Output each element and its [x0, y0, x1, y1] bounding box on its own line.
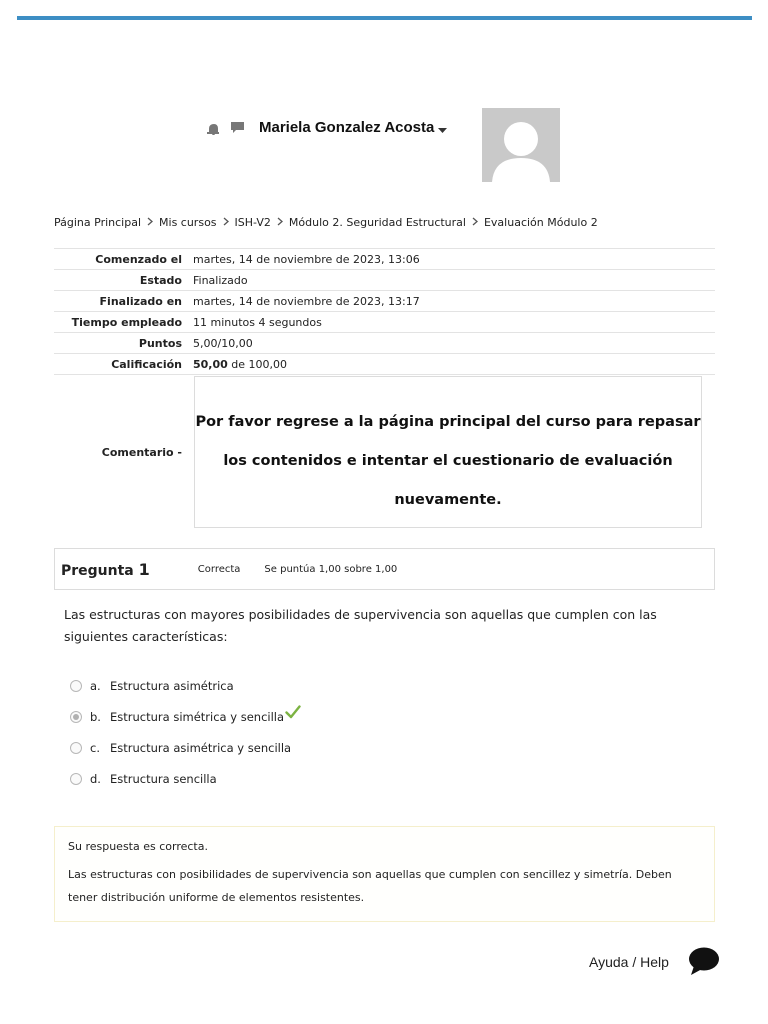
- chevron-right-icon: [277, 216, 283, 229]
- answer-letter: a.: [90, 678, 101, 693]
- summary-label: Comenzado el: [54, 249, 193, 270]
- general-feedback: Las estructuras con posibilidades de supervivencia son aquellas que cumplen con sencillez y simetría. Deben tener distribución uniforme de elementos resistentes.: [68, 868, 672, 904]
- overall-feedback-text: Por favor regrese a la página principal del curso para repasar los contenidos e intentar el cuestionario de evaluación nuevamente.: [195, 414, 701, 508]
- summary-label: Estado: [54, 270, 193, 291]
- summary-value: Finalizado: [193, 270, 715, 291]
- overall-feedback-box: [194, 376, 702, 528]
- grade-max: de 100,00: [231, 357, 288, 371]
- chevron-right-icon: [223, 216, 229, 229]
- answer-letter: b.: [90, 709, 101, 724]
- summary-label: Calificación: [54, 354, 193, 375]
- specific-feedback: Su respuesta es correcta.: [68, 840, 208, 853]
- radio-button-selected[interactable]: [70, 711, 82, 723]
- chevron-right-icon: [147, 216, 153, 229]
- chat-bubble-icon[interactable]: [688, 946, 720, 980]
- answer-text: Estructura sencilla: [110, 771, 217, 786]
- question-number: [61, 560, 150, 579]
- radio-button[interactable]: [70, 742, 82, 754]
- answer-text: Estructura asimétrica y sencilla: [110, 740, 292, 755]
- chevron-right-icon: [472, 216, 478, 229]
- breadcrumb: [54, 216, 598, 229]
- breadcrumb-my-courses[interactable]: Mis cursos: [159, 216, 217, 229]
- breadcrumb-quiz[interactable]: Evaluación Módulo 2: [483, 216, 598, 229]
- grade-value: 50,00: [193, 357, 228, 371]
- summary-row-started: [54, 249, 715, 270]
- summary-row-time: [54, 312, 715, 333]
- checkmark-icon: [285, 705, 301, 722]
- breadcrumb-module[interactable]: Módulo 2. Seguridad Estructural: [288, 216, 466, 229]
- summary-value: 5,00/10,00: [193, 333, 715, 354]
- question-feedback-box: [54, 826, 715, 922]
- help-link[interactable]: Ayuda / Help: [589, 954, 669, 970]
- answer-text: Estructura asimétrica: [110, 678, 234, 693]
- question-grade: Se puntúa 1,00 sobre 1,00: [264, 563, 398, 575]
- summary-value: martes, 14 de noviembre de 2023, 13:06: [193, 249, 715, 270]
- summary-label: Puntos: [54, 333, 193, 354]
- question-text: Las estructuras con mayores posibilidades de supervivencia son aquellas que cumplen con las siguientes características:: [64, 607, 657, 644]
- comment-label: Comentario -: [101, 446, 182, 459]
- summary-value: [193, 354, 715, 375]
- top-accent-bar: [17, 16, 752, 20]
- question-info-bar: [54, 548, 715, 590]
- answer-list: [70, 670, 301, 794]
- summary-value: 11 minutos 4 segundos: [193, 312, 715, 333]
- summary-value: martes, 14 de noviembre de 2023, 13:17: [193, 291, 715, 312]
- breadcrumb-home[interactable]: Página Principal: [54, 216, 142, 229]
- summary-row-points: [54, 333, 715, 354]
- radio-button[interactable]: [70, 680, 82, 692]
- summary-label: Finalizado en: [54, 291, 193, 312]
- summary-label: Tiempo empleado: [54, 312, 193, 333]
- answer-option-b: [70, 701, 301, 732]
- speech-bubble-icon[interactable]: [230, 119, 245, 138]
- question-state: Correcta: [197, 563, 241, 575]
- answer-letter: d.: [90, 771, 101, 786]
- answer-text: Estructura simétrica y sencilla: [110, 709, 285, 724]
- summary-row-state: [54, 270, 715, 291]
- answer-letter: c.: [90, 740, 100, 755]
- answer-option-d: [70, 763, 301, 794]
- user-menu-bar: [206, 112, 447, 142]
- attempt-summary-table: [54, 248, 715, 375]
- user-name[interactable]: Mariela Gonzalez Acosta: [259, 118, 435, 136]
- question-number-value: 1: [138, 559, 150, 579]
- summary-row-finished: [54, 291, 715, 312]
- avatar[interactable]: [482, 108, 560, 182]
- question-label: Pregunta: [61, 562, 134, 579]
- bell-icon[interactable]: [206, 120, 220, 139]
- answer-option-a: [70, 670, 301, 701]
- caret-down-icon[interactable]: [438, 119, 447, 138]
- summary-row-grade: [54, 354, 715, 375]
- radio-button[interactable]: [70, 773, 82, 785]
- answer-option-c: [70, 732, 301, 763]
- breadcrumb-course[interactable]: ISH-V2: [234, 216, 271, 229]
